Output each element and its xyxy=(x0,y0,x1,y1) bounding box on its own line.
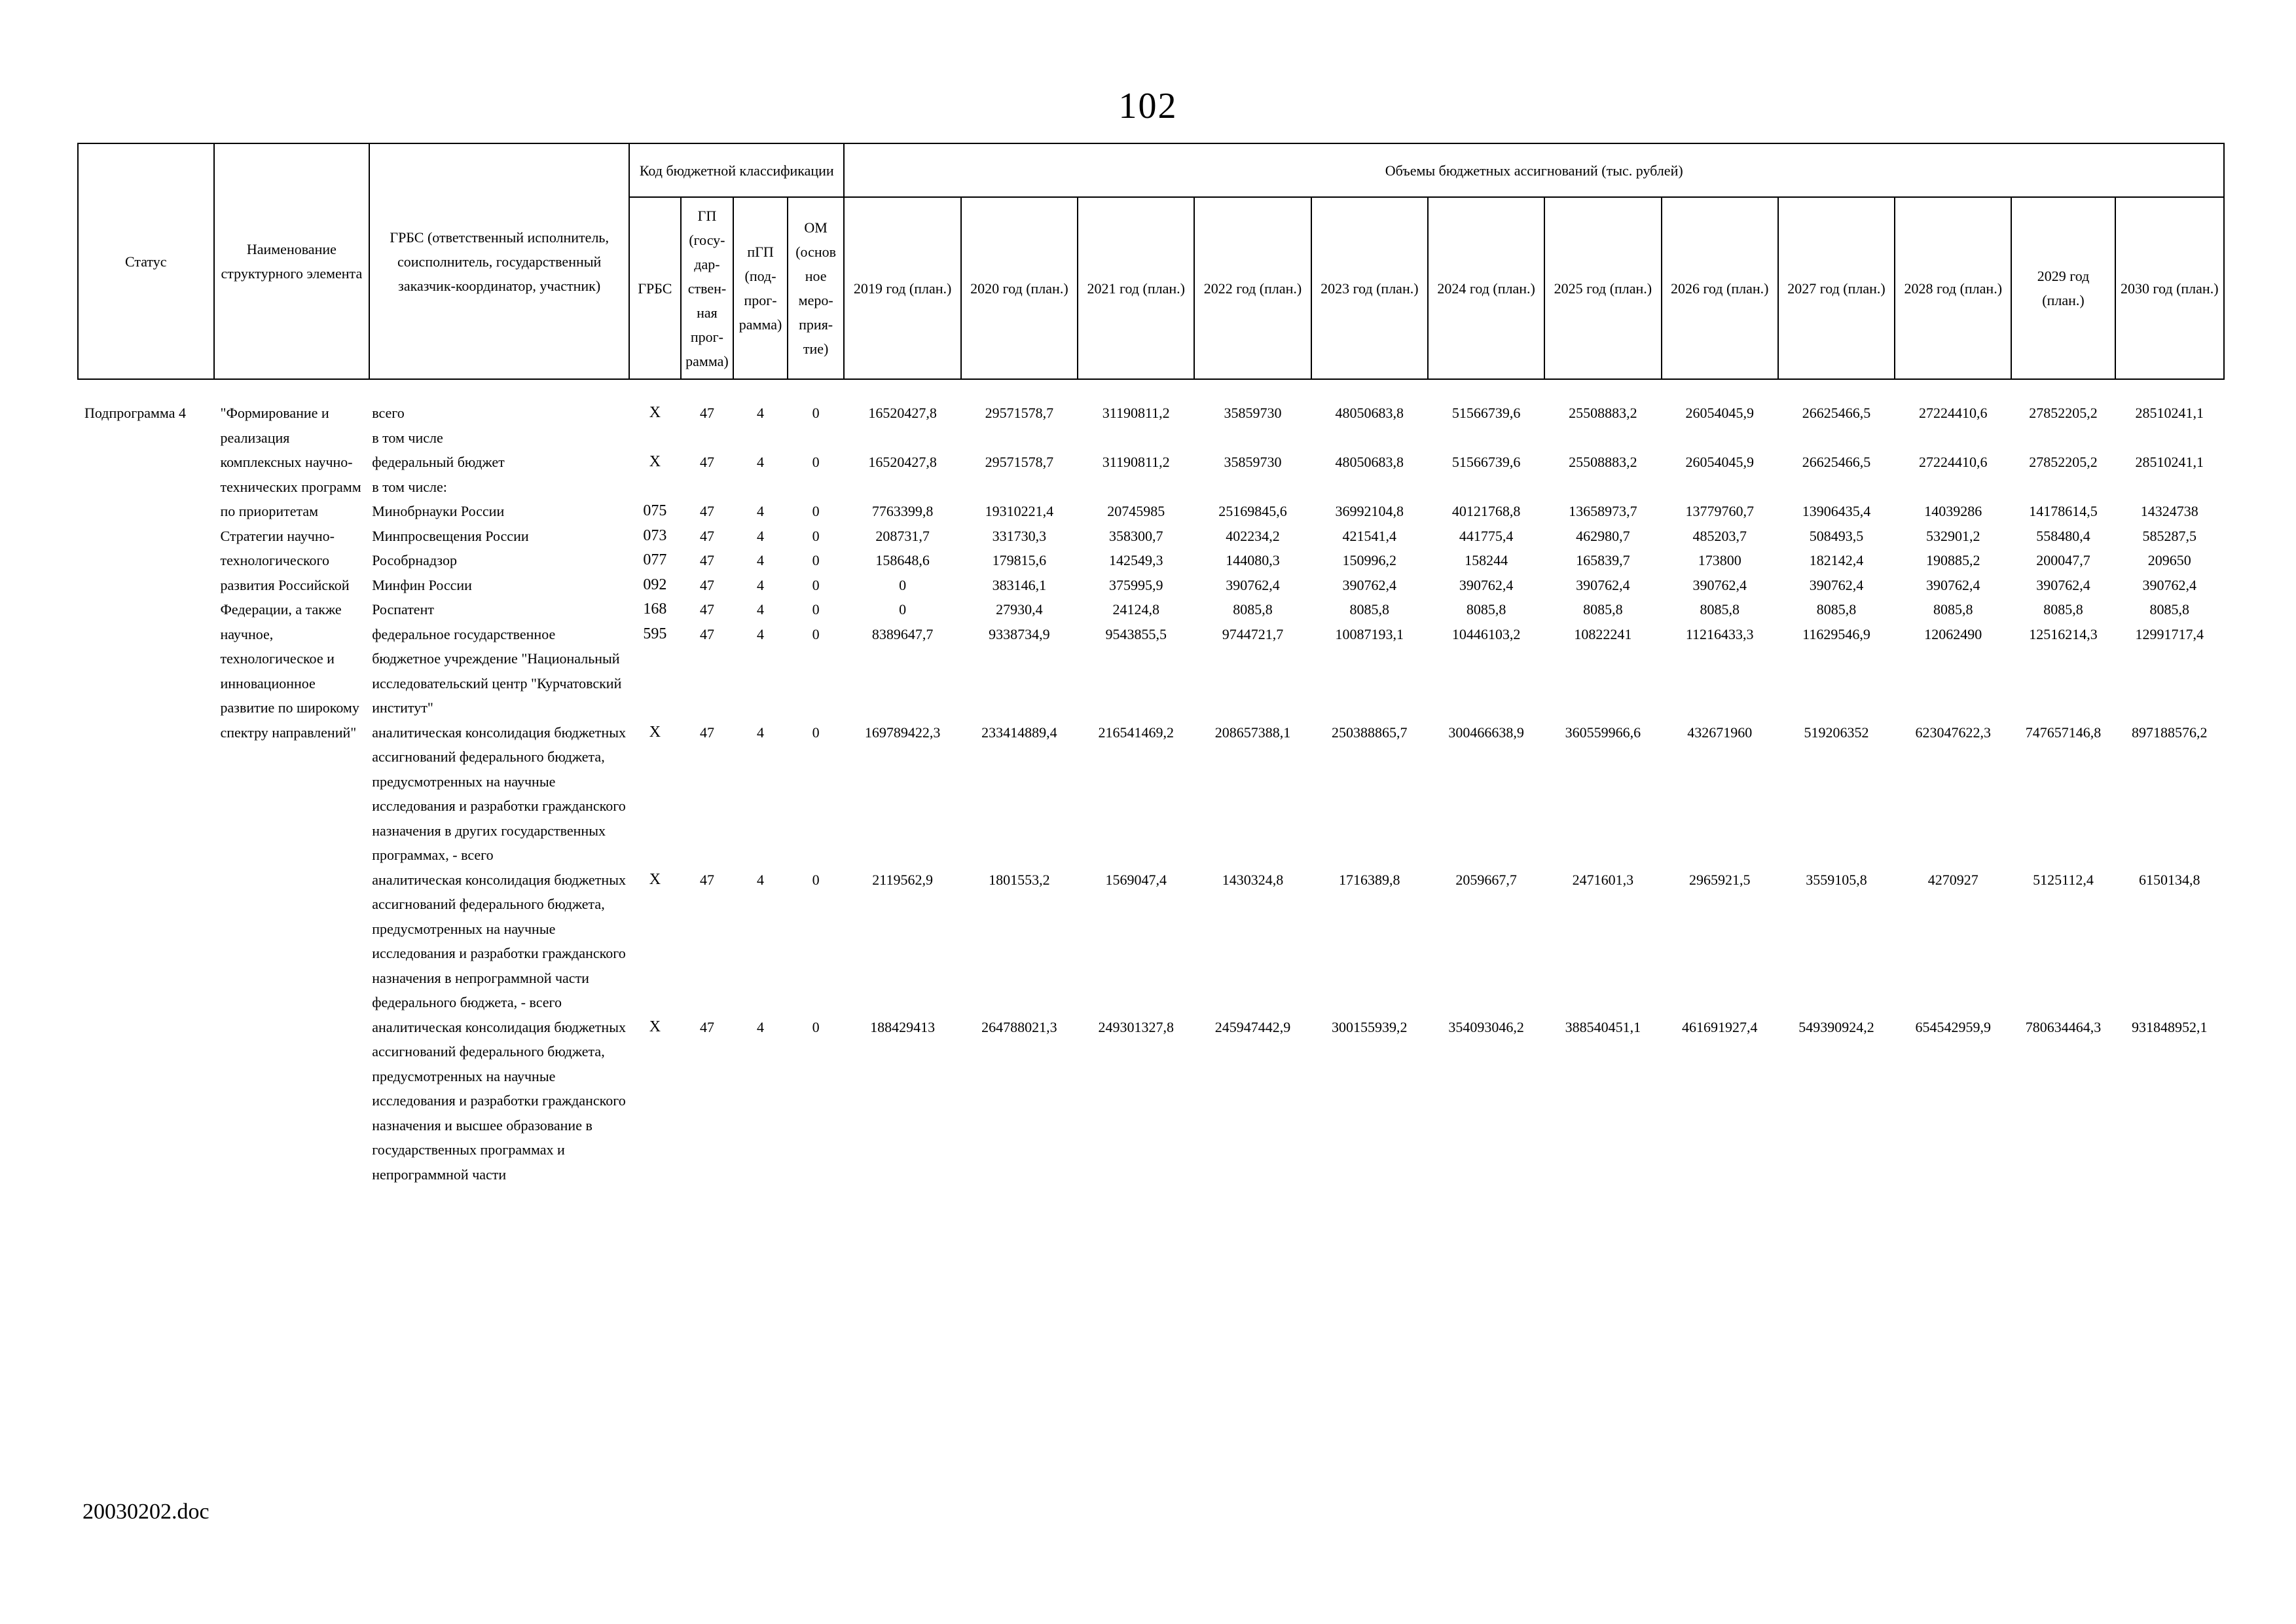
value-cell: 26054045,9 xyxy=(1685,405,1754,421)
gp-code: 47 xyxy=(699,405,714,421)
value-cell: 20745985 xyxy=(1107,503,1165,519)
value-cell: 27224410,6 xyxy=(1919,454,1988,470)
value-cell: 360559966,6 xyxy=(1565,724,1641,741)
value-cell: 169789422,3 xyxy=(864,724,941,741)
value-cell: 441775,4 xyxy=(1459,527,1514,544)
row-label: Рособрнадзор xyxy=(372,552,457,568)
value-cell: 519206352 xyxy=(1804,724,1869,741)
value-cell: 508493,5 xyxy=(1809,527,1864,544)
value-cell: 182142,4 xyxy=(1809,552,1864,568)
value-cell: 300466638,9 xyxy=(1448,724,1524,741)
header-year: 2019 год (план.) xyxy=(844,197,960,379)
value-cell: 383146,1 xyxy=(992,576,1047,593)
value-cell: 558480,4 xyxy=(2036,527,2090,544)
om-code: 0 xyxy=(812,454,820,470)
value-cell: 13658973,7 xyxy=(1569,503,1637,519)
value-cell: 40121768,8 xyxy=(1451,503,1521,519)
pgp-code: 4 xyxy=(757,552,765,568)
table-row xyxy=(78,622,2224,720)
value-cell: 358300,7 xyxy=(1108,527,1163,544)
header-year: 2030 год (план.) xyxy=(2115,197,2224,379)
value-cell: 27852205,2 xyxy=(2029,454,2098,470)
value-cell: 432671960 xyxy=(1687,724,1753,741)
value-cell: 14178614,5 xyxy=(2029,503,2098,519)
header-year: 2027 год (план.) xyxy=(1778,197,1895,379)
value-cell: 25508883,2 xyxy=(1569,405,1637,421)
value-cell: 2965921,5 xyxy=(1688,871,1751,888)
gp-code: 47 xyxy=(699,625,714,642)
value-cell: 8085,8 xyxy=(1583,601,1623,618)
value-cell: 9543855,5 xyxy=(1105,625,1167,642)
header-grbs-responsible: ГРБС (ответственный исполнитель, соисполнитель, государственный заказчик-координатор, участник) xyxy=(369,143,629,379)
value-cell: 16520427,8 xyxy=(868,454,937,470)
value-cell: 245947442,9 xyxy=(1214,1018,1291,1035)
value-cell: 16520427,8 xyxy=(868,405,937,421)
value-cell: 12516214,3 xyxy=(2029,625,2098,642)
value-cell: 13906435,4 xyxy=(1802,503,1871,519)
pgp-code: 4 xyxy=(757,527,765,544)
grbs-code: X xyxy=(649,453,661,470)
value-cell: 390762,4 xyxy=(1226,576,1280,593)
value-cell: 190885,2 xyxy=(1926,552,1980,568)
grbs-code: 077 xyxy=(643,551,667,568)
value-cell: 26054045,9 xyxy=(1685,454,1754,470)
value-cell: 485203,7 xyxy=(1692,527,1747,544)
value-cell: 390762,4 xyxy=(1692,576,1747,593)
value-cell: 144080,3 xyxy=(1226,552,1280,568)
value-cell: 48050683,8 xyxy=(1335,405,1404,421)
value-cell: 421541,4 xyxy=(1342,527,1397,544)
value-cell: 28510241,1 xyxy=(2135,454,2204,470)
pgp-code: 4 xyxy=(757,625,765,642)
grbs-code: 073 xyxy=(643,526,667,544)
value-cell: 11629546,9 xyxy=(1802,625,1870,642)
value-cell: 188429413 xyxy=(870,1018,936,1035)
value-cell: 8085,8 xyxy=(2149,601,2190,618)
value-cell: 549390924,2 xyxy=(1798,1018,1874,1035)
value-cell: 354093046,2 xyxy=(1448,1018,1524,1035)
value-cell: 654542959,9 xyxy=(1915,1018,1992,1035)
header-budget-code-group: Код бюджетной классификации xyxy=(629,143,844,197)
om-code: 0 xyxy=(812,625,820,642)
table-row xyxy=(78,1015,2224,1187)
value-cell: 27930,4 xyxy=(996,601,1043,618)
structural-element-name: "Формирование и реализация комплексных научно-технических программ по приоритетам Стратегии научно-технологического развития Российской Федерации, а также научное, технологическое и инновационное развитие по широкому спектру направлений" xyxy=(220,405,361,741)
value-cell: 0 xyxy=(899,576,907,593)
value-cell: 14039286 xyxy=(1924,503,1982,519)
header-year: 2025 год (план.) xyxy=(1544,197,1661,379)
om-code: 0 xyxy=(812,552,820,568)
value-cell: 150996,2 xyxy=(1342,552,1397,568)
header-name: Наименование структурного элемента xyxy=(214,143,370,379)
value-cell: 1430324,8 xyxy=(1222,871,1284,888)
gp-code: 47 xyxy=(699,1018,714,1035)
value-cell: 250388865,7 xyxy=(1332,724,1408,741)
grbs-code: X xyxy=(649,404,661,421)
header-pgp: пГП (под-прог-рамма) xyxy=(733,197,788,379)
header-year: 2028 год (план.) xyxy=(1895,197,2011,379)
table-row xyxy=(78,548,2224,573)
row-label: Минобрнауки России xyxy=(372,503,505,519)
header-year: 2021 год (план.) xyxy=(1078,197,1194,379)
gp-code: 47 xyxy=(699,576,714,593)
header-volumes-group: Объемы бюджетных ассигнований (тыс. рублей) xyxy=(844,143,2224,197)
value-cell: 9744721,7 xyxy=(1222,625,1284,642)
header-year: 2029 год (план.) xyxy=(2011,197,2115,379)
value-cell: 1569047,4 xyxy=(1105,871,1167,888)
value-cell: 390762,4 xyxy=(2142,576,2197,593)
value-cell: 173800 xyxy=(1698,552,1741,568)
value-cell: 209650 xyxy=(2147,552,2191,568)
value-cell: 0 xyxy=(899,601,907,618)
header-year: 2026 год (план.) xyxy=(1662,197,1778,379)
value-cell: 158244 xyxy=(1465,552,1508,568)
value-cell: 26625466,5 xyxy=(1802,454,1871,470)
om-code: 0 xyxy=(812,405,820,421)
row-label: аналитическая консолидация бюджетных ассигнований федерального бюджета, предусмотренных на научные исследования и разработки гражданского назначения в непрограммной части федерального бюджета, - всего xyxy=(372,871,626,1010)
value-cell: 264788021,3 xyxy=(981,1018,1057,1035)
value-cell: 25508883,2 xyxy=(1569,454,1637,470)
value-cell: 585287,5 xyxy=(2142,527,2197,544)
value-cell: 402234,2 xyxy=(1226,527,1280,544)
value-cell: 48050683,8 xyxy=(1335,454,1404,470)
value-cell: 390762,4 xyxy=(1809,576,1864,593)
value-cell: 8085,8 xyxy=(2043,601,2083,618)
budget-table xyxy=(77,143,2225,1187)
grbs-code: X xyxy=(649,870,661,888)
grbs-code: 168 xyxy=(643,600,667,618)
grbs-code: X xyxy=(649,723,661,741)
status-cell: Подпрограмма 4 xyxy=(84,405,186,421)
table-row xyxy=(78,573,2224,598)
value-cell: 233414889,4 xyxy=(981,724,1057,741)
value-cell: 26625466,5 xyxy=(1802,405,1871,421)
row-label: Минпросвещения России xyxy=(372,527,529,544)
value-cell: 331730,3 xyxy=(992,527,1047,544)
value-cell: 208731,7 xyxy=(875,527,930,544)
om-code: 0 xyxy=(812,527,820,544)
page-number: 102 xyxy=(1118,86,1178,126)
pgp-code: 4 xyxy=(757,454,765,470)
value-cell: 623047622,3 xyxy=(1915,724,1992,741)
value-cell: 36992104,8 xyxy=(1335,503,1404,519)
value-cell: 31190811,2 xyxy=(1102,405,1170,421)
value-cell: 13779760,7 xyxy=(1685,503,1754,519)
value-cell: 8085,8 xyxy=(1933,601,1973,618)
row-label: федеральный бюджет в том числе: xyxy=(372,454,505,495)
value-cell: 158648,6 xyxy=(875,552,930,568)
value-cell: 388540451,1 xyxy=(1565,1018,1641,1035)
value-cell: 8085,8 xyxy=(1349,601,1390,618)
value-cell: 14324738 xyxy=(2140,503,2198,519)
value-cell: 10087193,1 xyxy=(1335,625,1404,642)
value-cell: 8085,8 xyxy=(1466,601,1506,618)
value-cell: 27224410,6 xyxy=(1919,405,1988,421)
value-cell: 7763399,8 xyxy=(871,503,934,519)
gp-code: 47 xyxy=(699,527,714,544)
value-cell: 24124,8 xyxy=(1112,601,1159,618)
pgp-code: 4 xyxy=(757,405,765,421)
value-cell: 31190811,2 xyxy=(1102,454,1170,470)
value-cell: 208657388,1 xyxy=(1214,724,1291,741)
value-cell: 142549,3 xyxy=(1108,552,1163,568)
value-cell: 2119562,9 xyxy=(872,871,933,888)
row-label: Минфин России xyxy=(372,576,472,593)
pgp-code: 4 xyxy=(757,724,765,741)
pgp-code: 4 xyxy=(757,576,765,593)
table-row xyxy=(78,597,2224,622)
value-cell: 10446103,2 xyxy=(1451,625,1521,642)
value-cell: 8389647,7 xyxy=(871,625,934,642)
grbs-code: 595 xyxy=(643,625,667,642)
value-cell: 300155939,2 xyxy=(1332,1018,1408,1035)
value-cell: 25169845,6 xyxy=(1218,503,1287,519)
header-grbs: ГРБС xyxy=(629,197,681,379)
value-cell: 462980,7 xyxy=(1576,527,1630,544)
table-row xyxy=(78,524,2224,549)
value-cell: 12062490 xyxy=(1924,625,1982,642)
value-cell: 11216433,3 xyxy=(1685,625,1754,642)
om-code: 0 xyxy=(812,601,820,618)
row-label: аналитическая консолидация бюджетных ассигнований федерального бюджета, предусмотренных на научные исследования и разработки гражданского назначения в других государственных программах, - всего xyxy=(372,724,626,863)
value-cell: 532901,2 xyxy=(1926,527,1980,544)
gp-code: 47 xyxy=(699,503,714,519)
value-cell: 28510241,1 xyxy=(2135,405,2204,421)
value-cell: 216541469,2 xyxy=(1098,724,1174,741)
header-om: ОМ (основ ное меро-прия-тие) xyxy=(788,197,845,379)
header-gp: ГП (госу-дар-ствен-ная прог-рамма) xyxy=(681,197,734,379)
value-cell: 390762,4 xyxy=(2036,576,2090,593)
value-cell: 8085,8 xyxy=(1816,601,1857,618)
value-cell: 5125112,4 xyxy=(2033,871,2094,888)
pgp-code: 4 xyxy=(757,601,765,618)
table-row xyxy=(78,720,2224,868)
value-cell: 35859730 xyxy=(1224,405,1282,421)
value-cell: 29571578,7 xyxy=(985,405,1054,421)
gp-code: 47 xyxy=(699,601,714,618)
table-row xyxy=(78,499,2224,524)
header-year: 2020 год (план.) xyxy=(961,197,1078,379)
om-code: 0 xyxy=(812,1018,820,1035)
value-cell: 747657146,8 xyxy=(2025,724,2102,741)
value-cell: 461691927,4 xyxy=(1681,1018,1758,1035)
header-year: 2024 год (план.) xyxy=(1428,197,1544,379)
om-code: 0 xyxy=(812,503,820,519)
header-year: 2023 год (план.) xyxy=(1311,197,1428,379)
value-cell: 390762,4 xyxy=(1459,576,1514,593)
value-cell: 29571578,7 xyxy=(985,454,1054,470)
value-cell: 390762,4 xyxy=(1926,576,1980,593)
value-cell: 2471601,3 xyxy=(1572,871,1634,888)
value-cell: 390762,4 xyxy=(1342,576,1397,593)
value-cell: 897188576,2 xyxy=(2132,724,2208,741)
value-cell: 8085,8 xyxy=(1233,601,1273,618)
value-cell: 200047,7 xyxy=(2036,552,2090,568)
row-label: федеральное государственное бюджетное учреждение "Национальный исследовательский центр "Курчатовский институт" xyxy=(372,625,622,716)
table-row xyxy=(78,401,2224,450)
footer-document-name: 20030202.doc xyxy=(82,1500,210,1524)
table-row xyxy=(78,450,2224,499)
pgp-code: 4 xyxy=(757,1018,765,1035)
om-code: 0 xyxy=(812,576,820,593)
table-row xyxy=(78,868,2224,1015)
grbs-code: X xyxy=(649,1018,661,1035)
gp-code: 47 xyxy=(699,724,714,741)
value-cell: 1801553,2 xyxy=(989,871,1050,888)
value-cell: 19310221,4 xyxy=(985,503,1054,519)
header-status: Статус xyxy=(78,143,214,379)
gp-code: 47 xyxy=(699,454,714,470)
value-cell: 8085,8 xyxy=(1700,601,1740,618)
value-cell: 931848952,1 xyxy=(2132,1018,2208,1035)
value-cell: 51566739,6 xyxy=(1451,454,1521,470)
value-cell: 10822241 xyxy=(1574,625,1632,642)
gp-code: 47 xyxy=(699,871,714,888)
value-cell: 4270927 xyxy=(1927,871,1978,888)
grbs-code: 075 xyxy=(643,502,667,519)
grbs-code: 092 xyxy=(643,576,667,593)
row-label: Роспатент xyxy=(372,601,434,618)
value-cell: 51566739,6 xyxy=(1451,405,1521,421)
value-cell: 249301327,8 xyxy=(1098,1018,1174,1035)
value-cell: 12991717,4 xyxy=(2135,625,2204,642)
pgp-code: 4 xyxy=(757,871,765,888)
header-year: 2022 год (план.) xyxy=(1194,197,1311,379)
row-label: всего в том числе xyxy=(372,405,443,446)
value-cell: 27852205,2 xyxy=(2029,405,2098,421)
pgp-code: 4 xyxy=(757,503,765,519)
value-cell: 390762,4 xyxy=(1576,576,1630,593)
om-code: 0 xyxy=(812,871,820,888)
value-cell: 375995,9 xyxy=(1108,576,1163,593)
value-cell: 165839,7 xyxy=(1576,552,1630,568)
value-cell: 780634464,3 xyxy=(2025,1018,2102,1035)
om-code: 0 xyxy=(812,724,820,741)
value-cell: 1716389,8 xyxy=(1339,871,1400,888)
value-cell: 35859730 xyxy=(1224,454,1282,470)
value-cell: 3559105,8 xyxy=(1806,871,1867,888)
gp-code: 47 xyxy=(699,552,714,568)
value-cell: 2059667,7 xyxy=(1455,871,1517,888)
value-cell: 9338734,9 xyxy=(989,625,1050,642)
row-label: аналитическая консолидация бюджетных ассигнований федерального бюджета, предусмотренных на научные исследования и разработки гражданского назначения и высшее образование в государственных программах и непрограммной части xyxy=(372,1018,626,1183)
value-cell: 6150134,8 xyxy=(2139,871,2200,888)
value-cell: 179815,6 xyxy=(992,552,1047,568)
